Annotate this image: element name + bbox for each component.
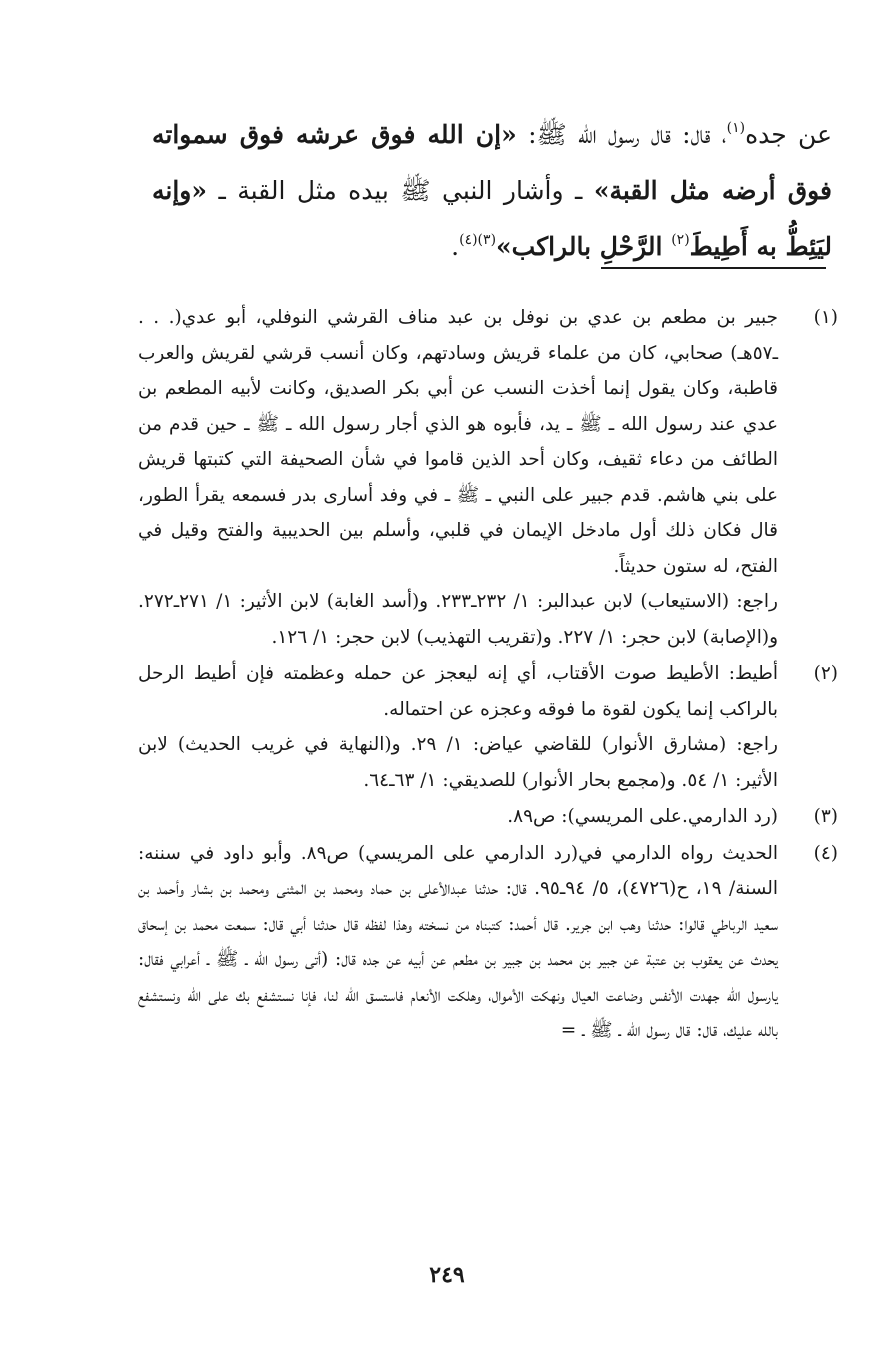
page-number: ٢٤٩	[429, 1262, 465, 1288]
footnote-2	[138, 656, 838, 798]
footnote-number: (٤)	[813, 842, 838, 864]
footnotes-section	[138, 300, 838, 1050]
main-text-seg: ، قال: قال رسول الله ﷺ:	[516, 120, 727, 149]
footnote-number: (٢)	[813, 663, 838, 684]
footnote-separator	[601, 267, 826, 269]
footnote-number: (١)	[813, 307, 838, 328]
footnote-3	[138, 799, 838, 835]
hadith-quote: «إن الله فوق عرشه فوق سمواته فوق أرضه مثل القبة»	[152, 120, 832, 205]
main-text-seg: .	[451, 232, 460, 261]
footnote-body: جبير بن مطعم بن عدي بن نوفل بن عبد مناف القرشي النوفلي، أبو عدي(. . . ـ٥٧هـ) صحابي، كان من علماء قريش وسادتهم، وكان أنسب قرشي لقريش والعرب قاطبة، وكان يقول إنما أخذت النسب عن أبي بكر الصديق، وكانت لأبيه المطعم بن عدي عند رسول الله ـ ﷺ ـ يد، فأبوه هو الذي أجار رسول الله ـ ﷺ ـ حين قدم من الطائف من دعاء ثقيف، وكان أحد الذين قاموا في شأن الصحيفة التي كتبتها قريش على بني هاشم. قدم جبير على النبي ـ ﷺ ـ في وفد أسارى بدر فسمعه يقرأ الطور، قال فكان ذلك أول مادخل الإيمان في قلبي، وأسلم بين الحديبية والفتح وقيل في الفتح، له ستون حديثاً.	[138, 307, 778, 577]
footnote-body: (رد الدارمي.على المريسي): ص٨٩.	[507, 806, 778, 827]
footnote-number: (٣)	[813, 806, 838, 827]
hadith-quote: الرَّحْلِ بالراكب»	[496, 232, 672, 261]
main-text-seg: عن جده	[745, 120, 832, 149]
footnote-reference: راجع: (الاستيعاب) لابن عبدالبر: ١/ ٢٣٢ـ٢٣٣. و(أسد الغابة) لابن الأثير: ١/ ٢٧١ـ٢٧٢. و(الإصابة) لابن حجر: ١/ ٢٢٧. و(تقريب التهذيب) لابن حجر: ١/ ١٢٦.	[138, 591, 778, 648]
footnote-1	[138, 300, 838, 655]
main-text-seg: ـ وأشار النبي ﷺ بيده مثل القبة ـ	[207, 176, 594, 205]
main-paragraph	[152, 107, 832, 275]
footnote-reference: راجع: (مشارق الأنوار) للقاضي عياض: ١/ ٢٩. و(النهاية في غريب الحديث) لابن الأثير: ١/ ٥٤. و(مجمع بحار الأنوار) للصديقي: ١/ ٦٣ـ٦٤.	[138, 734, 778, 791]
footnote-body: الحديث رواه الدارمي في(رد الدارمي على المريسي) ص٨٩. وأبو داود في سننه: السنة/ ١٩، ح(٤٧٢٦)، ٥/ ٩٤ـ٩٥. قال: حدثنا عبدالأعلى بن حماد ومحمد بن المثنى ومحمد بن بشار وأحمد بن سعيد الرباطي قالوا: حدثنا وهب ابن جرير. قال أحمد: كتبناه من نسخته وهذا لفظه قال حدثنا أبي قال: سمعت محمد بن إسحاق يحدث عن يعقوب بن عتبة عن جبير بن محمد بن جبير بن مطعم عن أبيه عن جده قال: (أتى رسول الله ـ ﷺ ـ أعرابي فقال: يارسول الله جهدت الأنفس وضاعت العيال ونهكت الأموال، وهلكت الأنعام فاستسق الله لنا، فإنا نستشفع بك على الله ونستشفع بالله عليك، قال: قال رسول الله ـ ﷺ ـ =	[138, 842, 778, 1041]
footnote-body: أطيط: الأطيط صوت الأقتاب، أي إنه ليعجز عن حمله وعظمته فإن أطيط الرحل بالراكب إنما يكون لقوة ما فوقه وعجزه عن احتماله.	[138, 663, 778, 720]
footnote-ref-2[interactable]: (٢)	[671, 231, 690, 248]
footnote-4	[138, 836, 838, 1049]
footnote-ref-3-4[interactable]: (٣)(٤)	[459, 231, 497, 248]
footnote-ref-1[interactable]: (١)	[726, 119, 746, 136]
hadith-quote: «وإنه ليَئِطُّ به أَطِيطَ	[152, 176, 832, 261]
